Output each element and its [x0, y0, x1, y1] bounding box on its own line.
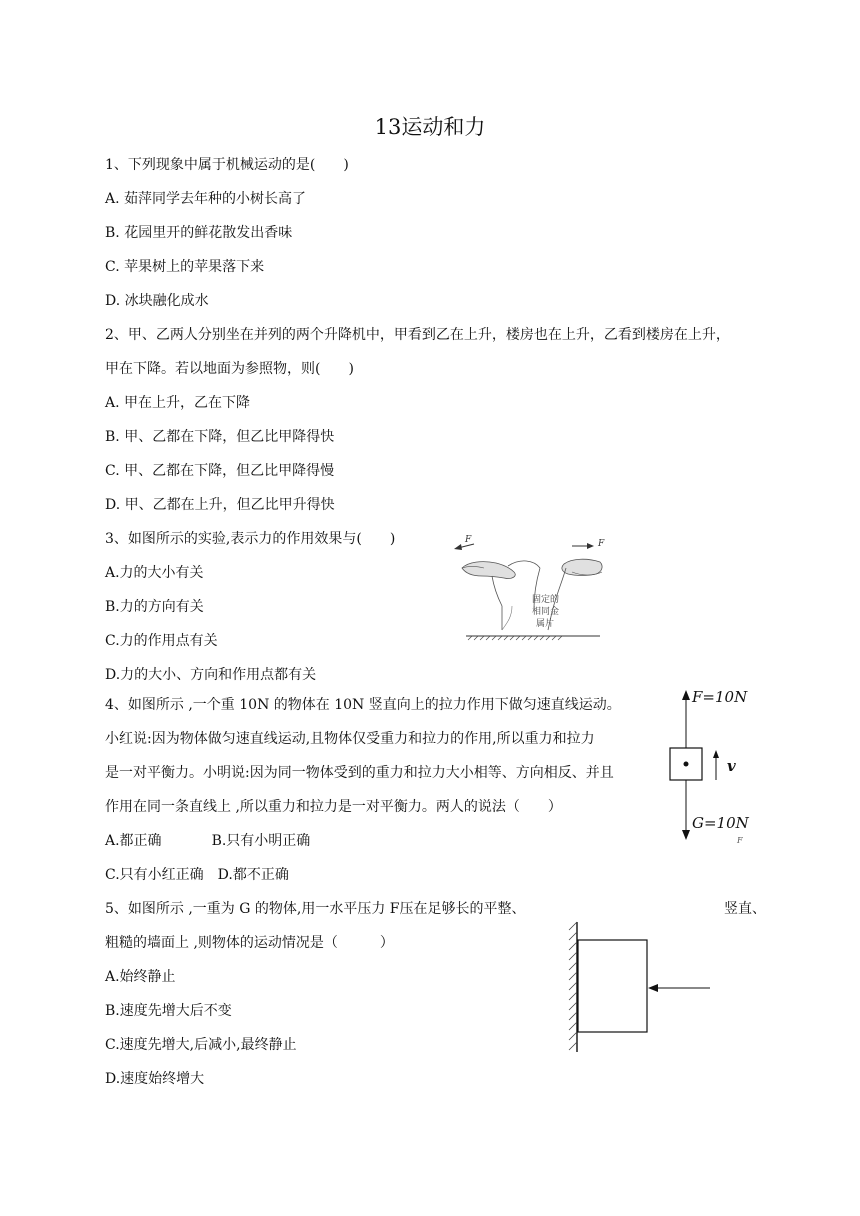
q3-fig-force-right: F — [598, 539, 605, 549]
q1-option-d: D. 冰块融化成水 — [105, 293, 209, 309]
arrow-left-icon — [648, 984, 658, 992]
q1-option-c: C. 苹果树上的苹果落下来 — [105, 259, 265, 275]
q4-fig-small-label: F — [737, 836, 743, 845]
q3-option-a: A.力的大小有关 — [105, 565, 204, 581]
q4-stem-line2: 小红说:因为物体做匀速直线运动,且物体仅受重力和拉力的作用,所以重力和拉力 — [105, 731, 595, 747]
q5-option-c: C.速度先增大,后减小,最终静止 — [105, 1037, 297, 1053]
q4-stem-line4: 作用在同一条直线上 ,所以重力和拉力是一对平衡力。两人的说法（ ） — [105, 799, 562, 815]
q2-option-a: A. 甲在上升，乙在下降 — [105, 395, 251, 411]
q2-stem-line2: 甲在下降。若以地面为参照物，则( ) — [105, 361, 354, 377]
q1-stem: 1、下列现象中属于机械运动的是( ) — [105, 157, 349, 173]
q3-fig-plate-label-1: 固定的 — [532, 595, 560, 605]
q4-option-d: D.都不正确 — [217, 867, 289, 883]
q4-fig-bottom-label: G=10N — [692, 814, 749, 832]
page-title: 13运动和力 — [374, 115, 486, 139]
q4-stem-line1: 4、如图所示 ,一个重 10N 的物体在 10N 竖直向上的拉力作用下做匀速直线运动。 — [105, 697, 621, 713]
q1-option-a: A. 茹萍同学去年种的小树长高了 — [105, 191, 307, 207]
q4-stem-line3: 是一对平衡力。小明说:因为同一物体受到的重力和拉力大小相等、方向相反、并且 — [105, 765, 614, 781]
q3-option-c: C.力的作用点有关 — [105, 633, 218, 649]
q5-option-d: D.速度始终增大 — [105, 1071, 205, 1087]
q5-stem-line2: 粗糙的墙面上 ,则物体的运动情况是（ ） — [105, 935, 394, 951]
q3-option-d: D.力的大小、方向和作用点都有关 — [105, 667, 317, 683]
q5-figure — [560, 920, 720, 1056]
q5-block — [578, 940, 647, 1032]
q5-option-b: B.速度先增大后不变 — [105, 1003, 232, 1019]
q4-option-c: C.只有小红正确 — [105, 867, 204, 883]
q3-fig-plate-label-2: 相同金 — [532, 607, 560, 617]
q3-fig-force-left: F — [465, 535, 472, 545]
q3-fig-plate-label-3: 属片 — [536, 619, 555, 629]
q2-option-b: B. 甲、乙都在下降，但乙比甲降得快 — [105, 429, 335, 445]
q3-stem: 3、如图所示的实验,表示力的作用效果与( ) — [105, 531, 396, 547]
q4-option-b: B.只有小明正确 — [211, 833, 311, 849]
q1-option-b: B. 花园里开的鲜花散发出香味 — [105, 225, 293, 241]
q2-option-c: C. 甲、乙都在下降，但乙比甲降得慢 — [105, 463, 335, 479]
q5-stem-line1: 5、如图所示 ,一重为 G 的物体,用一水平压力 F压在足够长的平整、 — [105, 901, 526, 917]
q4-options-row2 — [105, 866, 289, 884]
q4-fig-top-label: F=10N — [692, 688, 748, 706]
left-hand-icon — [462, 561, 540, 630]
q4-figure — [660, 684, 760, 848]
q3-figure — [448, 532, 608, 644]
q5-stem-line1-end: 竖直、 — [724, 901, 766, 917]
q2-option-d: D. 甲、乙都在上升，但乙比甲升得快 — [105, 497, 335, 513]
q5-option-a: A.始终静止 — [105, 969, 176, 985]
q4-option-a: A.都正确 — [105, 833, 162, 849]
q2-stem-line1: 2、甲、乙两人分别坐在并列的两个升降机中，甲看到乙在上升，楼房也在上升，乙看到楼房在上升， — [105, 327, 730, 343]
q4-options-row1 — [105, 832, 310, 850]
q3-option-b: B.力的方向有关 — [105, 599, 204, 615]
q4-fig-velocity-label: v — [727, 757, 736, 775]
